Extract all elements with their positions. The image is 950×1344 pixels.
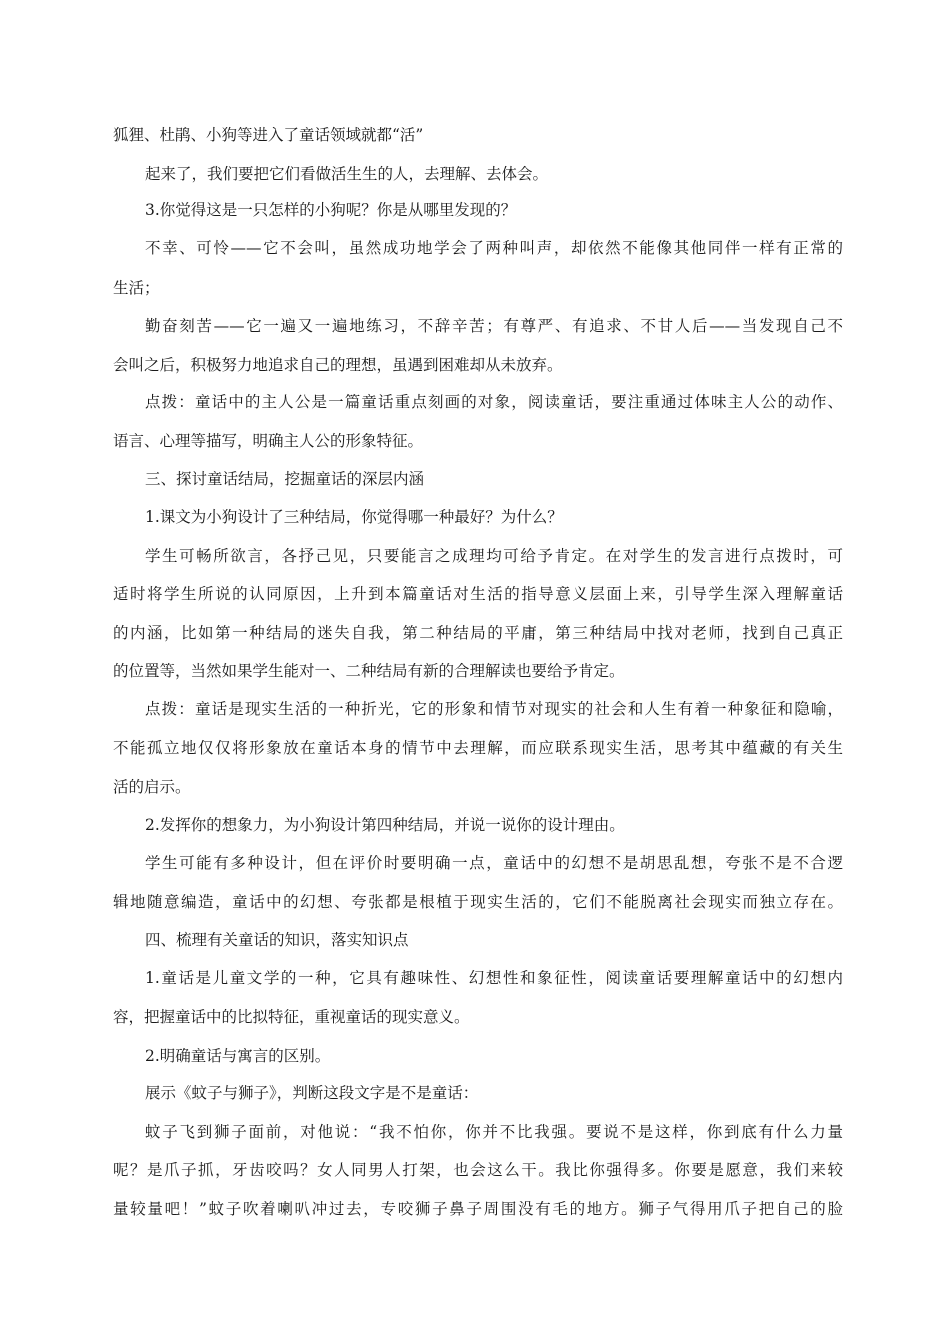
text-line: 展示《蚊子与狮子》，判断这段文字是不是童话： <box>145 1084 479 1102</box>
text-line: 不能孤立地仅仅将形象放在童话本身的情节中去理解，而应联系现实生活，思考其中蕴藏的有关生 <box>113 739 843 757</box>
text-line: 呢？是爪子抓，牙齿咬吗？女人同男人打架，也会这么干。我比你强得多。你要是愿意，我们来较 <box>113 1161 843 1179</box>
text-line: 1.童话是儿童文学的一种，它具有趣味性、幻想性和象征性，阅读童话要理解童话中的幻想内 <box>145 969 843 987</box>
text-line: 容，把握童话中的比拟特征，重视童话的现实意义。 <box>113 1008 470 1026</box>
text-line: 点拨：童话中的主人公是一篇童话重点刻画的对象，阅读童话，要注重通过体味主人公的动作、 <box>145 393 843 411</box>
text-line: 2.明确童话与寓言的区别。 <box>145 1047 331 1065</box>
text-line: 学生可能有多种设计，但在评价时要明确一点，童话中的幻想不是胡思乱想，夸张不是不合逻 <box>145 854 843 872</box>
text-line: 点拨：童话是现实生活的一种折光，它的形象和情节对现实的社会和人生有着一种象征和隐喻， <box>145 700 843 718</box>
text-line: 的位置等，当然如果学生能对一、二种结局有新的合理解读也要给予肯定。 <box>113 662 625 680</box>
text-line: 不幸、可怜——它不会叫，虽然成功地学会了两种叫声，却依然不能像其他同伴一样有正常的 <box>145 239 843 257</box>
text-line: 活的启示。 <box>113 778 191 796</box>
text-line: 生活； <box>113 279 160 297</box>
text-line: 起来了，我们要把它们看做活生生的人，去理解、去体会。 <box>145 165 549 183</box>
section-heading: 四、梳理有关童话的知识，落实知识点 <box>145 931 409 949</box>
text-line: 蚊子飞到狮子面前，对他说：“我不怕你，你并不比我强。要说不是这样，你到底有什么力量 <box>145 1123 843 1141</box>
text-line: 2.发挥你的想象力，为小狗设计第四种结局，并说一说你的设计理由。 <box>145 816 625 834</box>
text-line: 狐狸、杜鹃、小狗等进入了童话领域就都“活” <box>113 126 424 144</box>
text-line: 勤奋刻苦——它一遍又一遍地练习，不辞辛苦；有尊严、有追求、不甘人后——当发现自己不 <box>145 317 843 335</box>
text-line: 会叫之后，积极努力地追求自己的理想，虽遇到困难却从未放弃。 <box>113 356 563 374</box>
text-line: 适时将学生所说的认同原因，上升到本篇童话对生活的指导意义层面上来，引导学生深入理解童话 <box>113 585 843 603</box>
text-line: 语言、心理等描写，明确主人公的形象特征。 <box>113 432 424 450</box>
section-heading: 三、探讨童话结局，挖掘童话的深层内涵 <box>145 470 425 488</box>
text-line: 的内涵，比如第一种结局的迷失自我，第二种结局的平庸，第三种结局中找对老师，找到自己真正 <box>113 624 843 642</box>
text-line: 量较量吧！”蚊子吹着喇叭冲过去，专咬狮子鼻子周围没有毛的地方。狮子气得用爪子把自己的脸 <box>113 1200 843 1218</box>
text-line: 1.课文为小狗设计了三种结局，你觉得哪一种最好？为什么？ <box>145 508 563 526</box>
text-line: 学生可畅所欲言，各抒己见，只要能言之成理均可给予肯定。在对学生的发言进行点拨时，可 <box>145 547 843 565</box>
text-line: 辑地随意编造，童话中的幻想、夸张都是根植于现实生活的，它们不能脱离社会现实而独立存在。 <box>113 893 843 911</box>
text-line: 3.你觉得这是一只怎样的小狗呢？你是从哪里发现的？ <box>145 201 517 219</box>
